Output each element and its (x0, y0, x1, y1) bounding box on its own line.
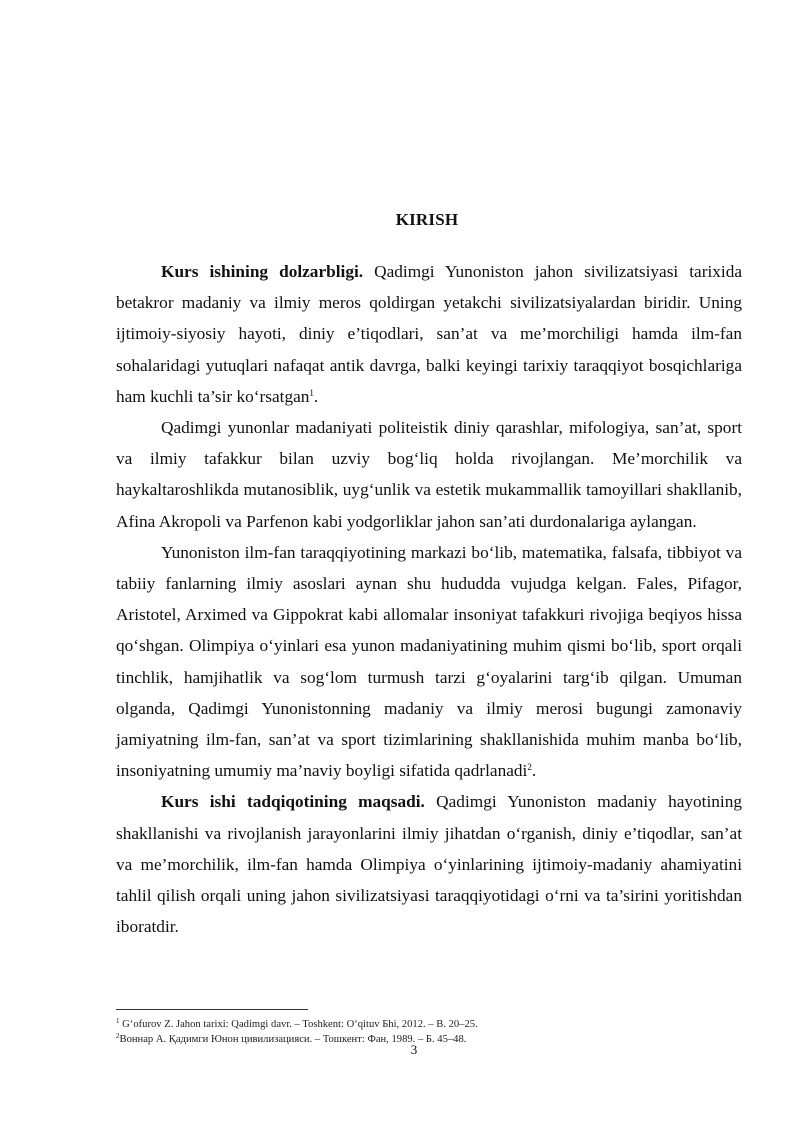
paragraph-text: Qadimgi Yunoniston madaniy hayotining shakllanishi va rivojlanish jarayonlarini ilmiy jihatdan o‘rganish, diniy e’tiqodlar, san’at va me’morchilik, ilm-fan hamda Olimpiya o‘yinlarining ijtimoiy-madaniy ahamiyatini tahlil qilish orqali uning jahon sivilizatsiyasi taraqqiyotidagi o‘rni va ta’sirini yoritishdan iboratdir. (116, 792, 742, 937)
paragraph-end: . (313, 386, 319, 406)
paragraph-culture: Qadimgi yunonlar madaniyati politeistik diniy qarashlar, mifologiya, san’at, sport va ilmiy tafakkur bilan uzviy bog‘liq holda rivojlangan. Me’morchilik va haykaltaroshlikda mutanosiblik, uyg‘unlik va estetik mukammallik tamoyillari shakllanib, Afina Akropoli va Parfenon kabi yodgorliklar jahon san’ati durdonalariga aylangan. (116, 418, 742, 531)
footnote-text: G‘ofurov Z. Jahon tarixi: Qadimgi davr. – Toshkent: O‘qituv Бhi, 2012. – B. 20–25. (119, 1019, 478, 1030)
paragraph-text: Qadimgi Yunoniston jahon sivilizatsiyasi tarixida betakror madaniy va ilmiy meros qoldirgan yetakchi sivilizatsiyalardan biridir. Uning ijtimoiy-siyosiy hayoti, diniy e’tiqodlari, san’at va me’morchiligi hamda ilm-fan sohalaridagi yutuqlari nafaqat antik davrga, balki keyingi tarixiy taraqqiyot bosqichlariga ham kuchli ta’sir ko‘rsatgan (116, 262, 743, 406)
body-text (116, 256, 742, 942)
footnote-mark: 2 (116, 1032, 120, 1040)
footnote-1 (116, 1018, 756, 1031)
footnote-divider (116, 1009, 308, 1010)
footnote-mark: 1 (116, 1017, 120, 1025)
footnote-ref: 1 (309, 387, 314, 398)
page-number: 3 (410, 1042, 418, 1057)
footnote-ref: 2 (527, 762, 532, 773)
paragraph-text: Yunoniston ilm-fan taraqqiyotining markazi bo‘lib, matematika, falsafa, tibbiyot va tabiiy fanlarning ilmiy asoslari aynan shu hududda vujudga kelgan. Fales, Pifagor, Aristotel, Arximed va Gippokrat kabi allomalar insoniyat tafakkuri rivojiga beqiyos hissa qo‘shgan. Olimpiya o‘yinlari esa yunon madaniyatining muhim qismi bo‘lib, sport orqali tinchlik, hamjihatlik va sog‘lom turmush tarzi g‘oyalarini targ‘ib qilgan. Umuman olganda, Qadimgi Yunonistonning madaniy va ilmiy merosi bugungi zamonaviy jamiyatning ilm-fan, san’at va sport tizimlarining shakllanishida muhim manba bo‘lib, insoniyatning umumiy ma’naviy boyligi sifatida qadrlanadi (116, 542, 742, 781)
paragraph-lead: Kurs ishi tadqiqotining maqsadi. (161, 792, 425, 812)
paragraph-goal (116, 786, 742, 942)
paragraph-end: . (531, 761, 537, 781)
paragraph-relevance (116, 256, 742, 412)
paragraph-lead: Kurs ishining dolzarbligi. (161, 262, 364, 281)
paragraph-science (116, 537, 742, 787)
section-title: KIRISH (395, 210, 459, 229)
footnote-text: Воннар А. Қадимги Юнон цивилизацияси. – Тошкент: Фан, 1989. – Б. 45–48. (119, 1034, 467, 1045)
